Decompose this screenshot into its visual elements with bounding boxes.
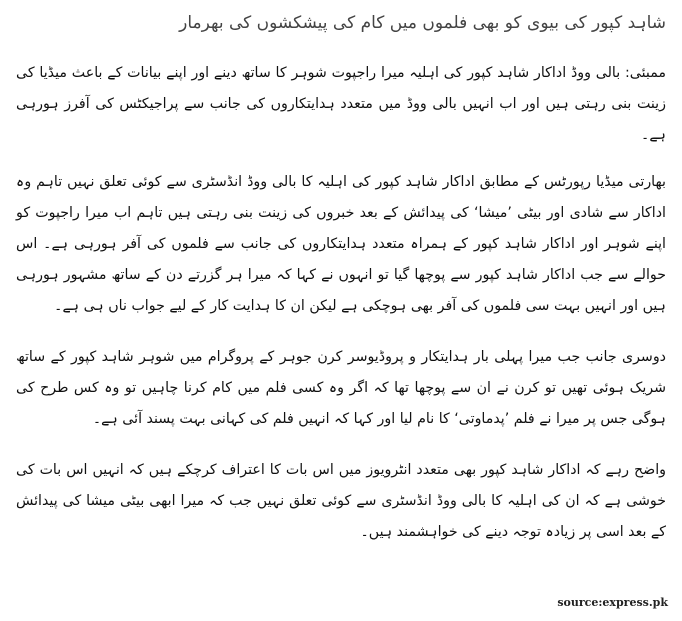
article-headline: شاہد کپور کی بیوی کو بھی فلموں میں کام کی پیشکشوں کی بھرمار bbox=[179, 13, 666, 33]
source-credit: source:express.pk bbox=[557, 596, 668, 609]
article-paragraph-2: بھارتی میڈیا رپورٹس کے مطابق اداکار شاہد کپور کی اہلیہ کا بالی ووڈ انڈسٹری سے کوئی تعلق نہیں تاہم وہ اداکار سے شادی اور بیٹی ’میشا‘ کی پیدائش کے بعد خبروں کی زینت بنی رہتی ہیں تاہم اب میرا راجپوت کو اپنے شوہر اور اداکار شاہد کپور کے ہمراہ متعدد ہدایتکاروں کی جانب سے فلموں کی آفر ہورہی ہے۔ اس حوالے سے جب اداکار شاہد کپور سے پوچھا گیا تو انہوں نے کہا کہ میرا ہر گزرتے دن کے ساتھ مشہور ہورہی ہیں اور انہیں بہت سی فلموں کی آفر بھی ہوچکی ہے لیکن ان کا ہدایت کار کے لیے جواب ناں ہی ہے۔ bbox=[16, 174, 666, 314]
article-paragraph-4: واضح رہے کہ اداکار شاہد کپور بھی متعدد انٹرویوز میں اس بات کا اعتراف کرچکے ہیں کہ انہیں اس بات کی خوشی ہے کہ ان کی اہلیہ کا بالی ووڈ انڈسٹری سے کوئی تعلق نہیں جب کہ میرا ابھی بیٹی میشا کی پیدائش کے بعد اسی پر زیادہ توجہ دینے کی خواہشمند ہیں۔ bbox=[16, 462, 666, 540]
article-paragraph-1: ممبئی: بالی ووڈ اداکار شاہد کپور کی اہلیہ میرا راجپوت شوہر کا ساتھ دینے اور اپنے بیانات کے باعث میڈیا کی زینت بنی رہتی ہیں اور اب انہیں بالی ووڈ میں متعدد ہدایتکاروں کی جانب سے پراجیکٹس کی آفرز ہورہی ہے۔ bbox=[16, 65, 666, 143]
article-paragraph-3: دوسری جانب جب میرا پہلی بار ہدایتکار و پروڈیوسر کرن جوہر کے پروگرام میں شوہر شاہد کپور کے ساتھ شریک ہوئی تھیں تو کرن نے ان سے پوچھا تھا کہ اگر وہ کسی فلم میں کام کرنا چاہیں تو وہ کس طرح کی ہوگی جس پر میرا نے فلم ’پدماوتی‘ کا نام لیا اور کہا کہ انہیں فلم کی کہانی بہت پسند آئی ہے۔ bbox=[16, 349, 666, 427]
